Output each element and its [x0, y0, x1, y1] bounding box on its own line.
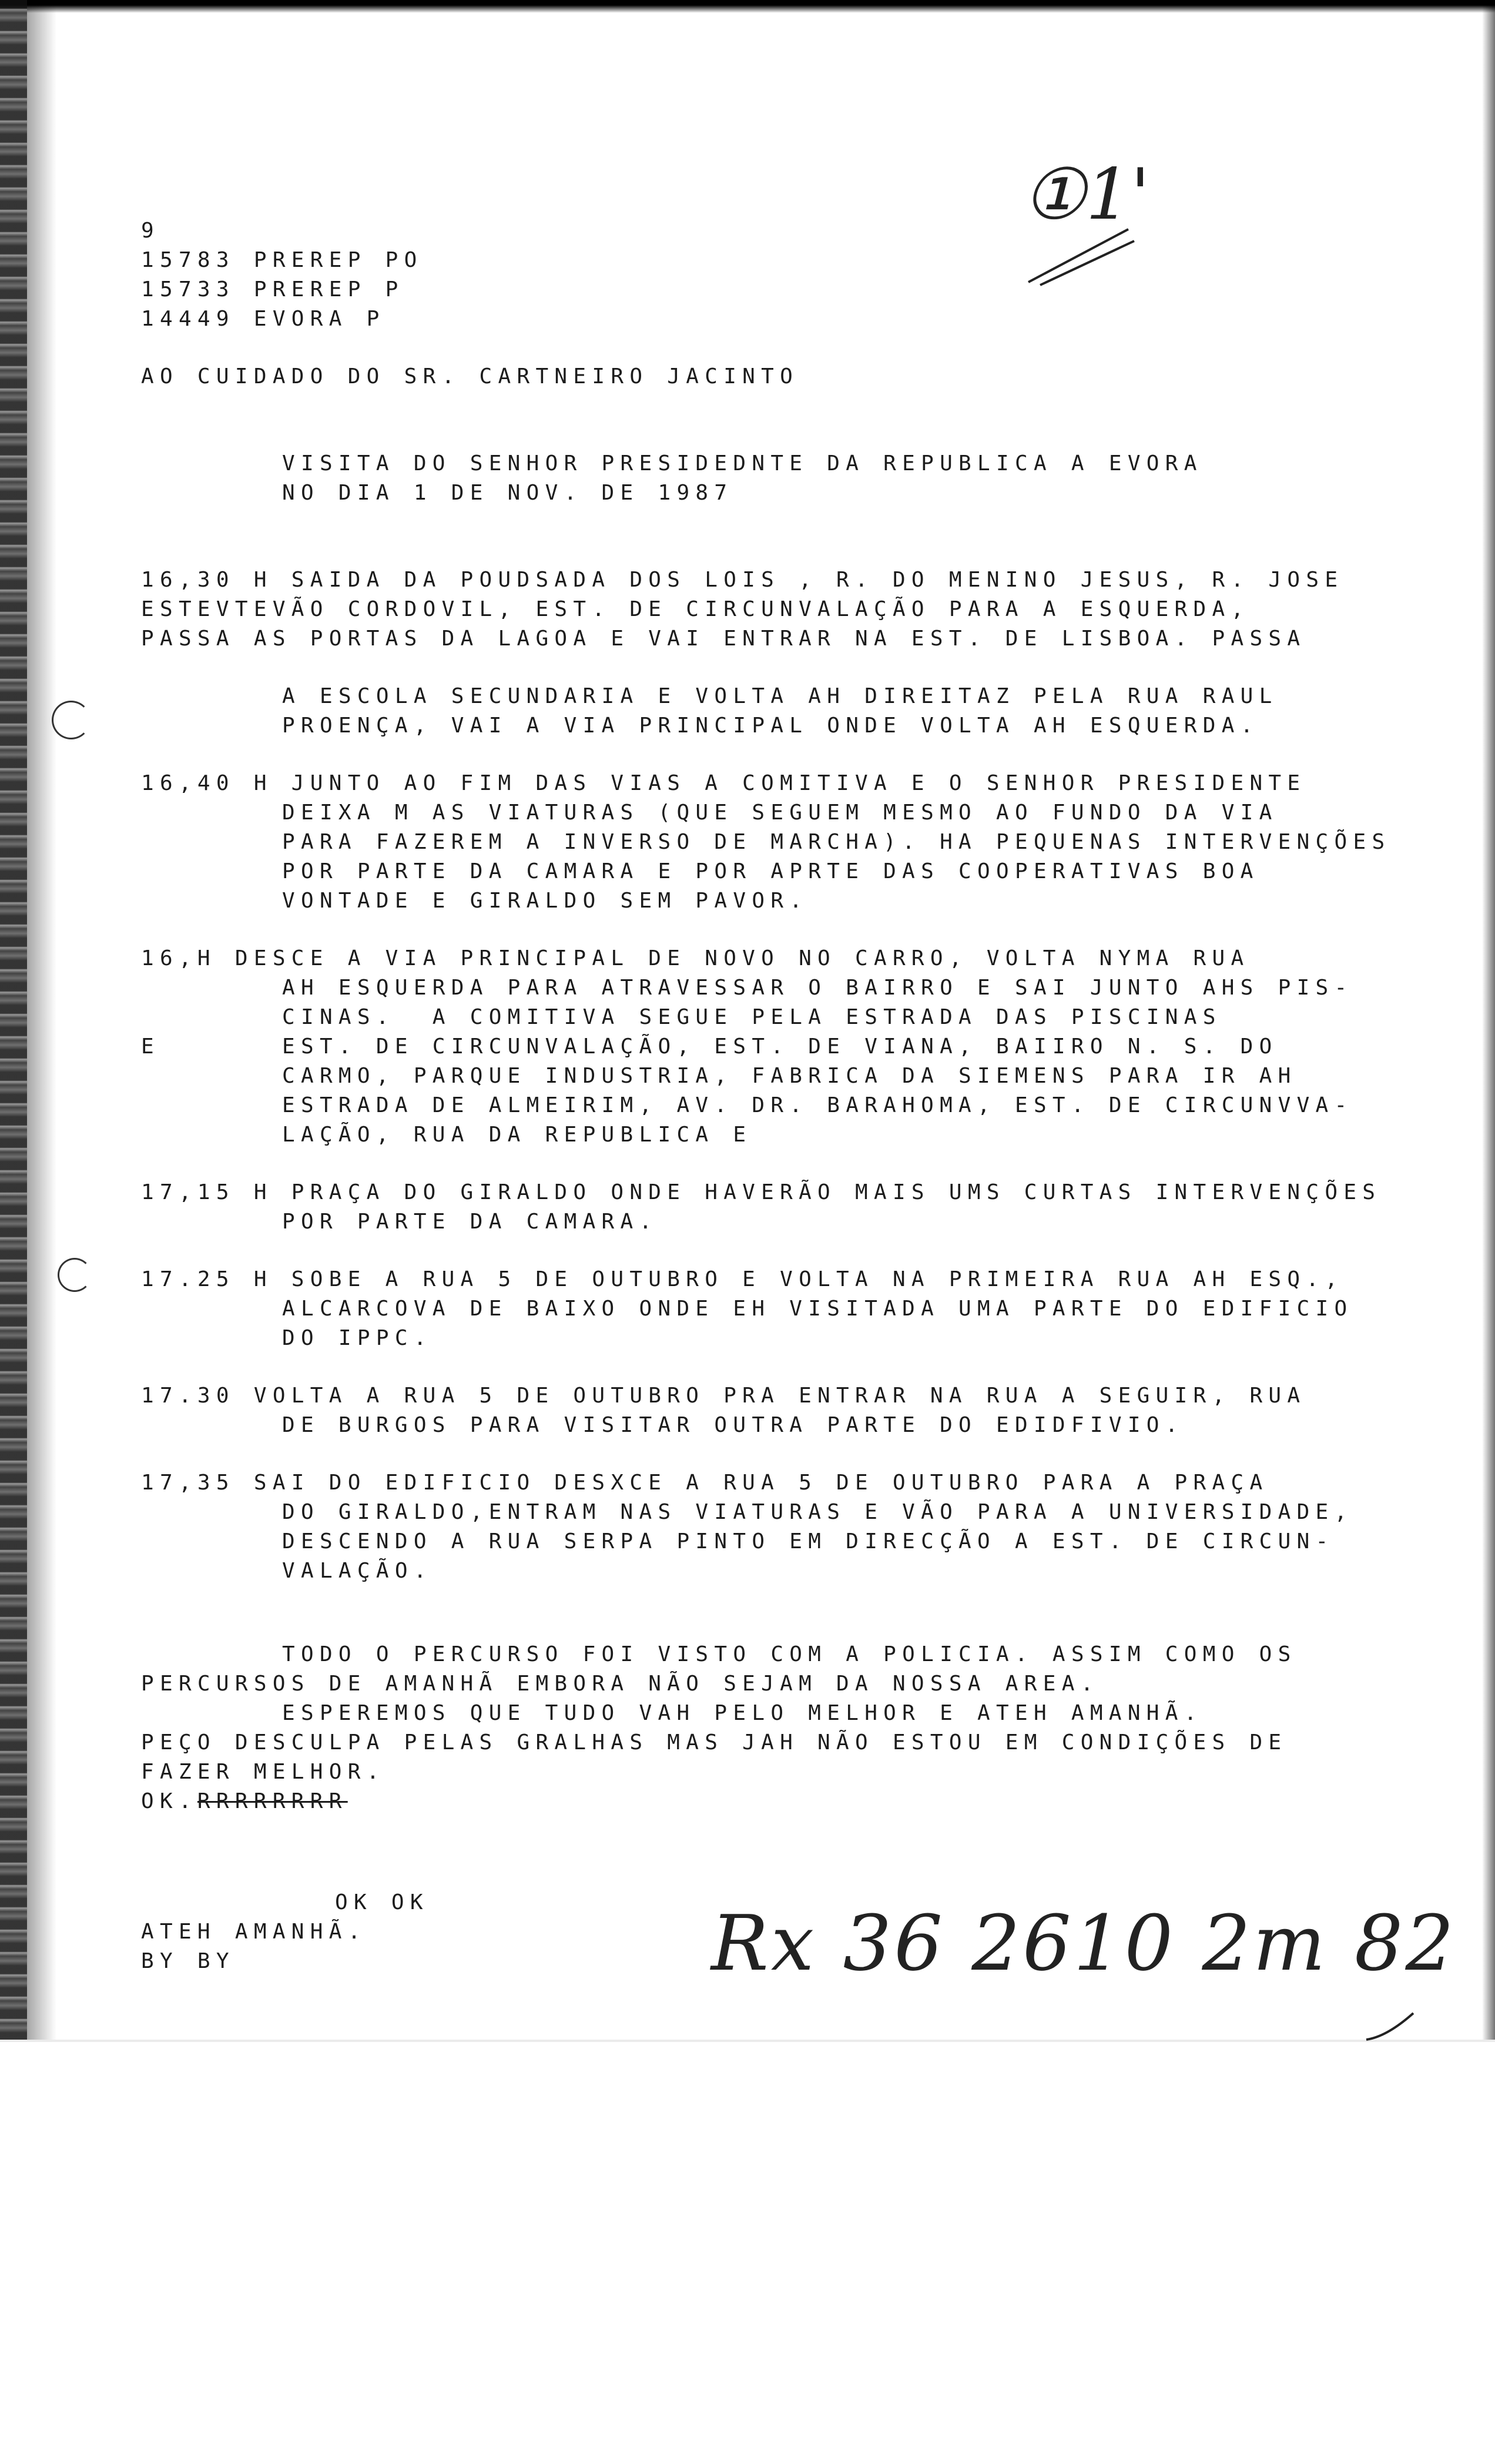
- entry-line: LAÇÃO, RUA DA REPUBLICA E: [282, 1123, 752, 1147]
- entry-line: DESCENDO A RUA SERPA PINTO EM DIRECÇÃO A EST. DE CIRCUN-: [282, 1529, 1335, 1554]
- header-line: 15733 PREREP P: [141, 277, 404, 302]
- entry-line: PROENÇA, VAI A VIA PRINCIPAL ONDE VOLTA AH ESQUERDA.: [282, 714, 1259, 738]
- signoff-by: BY BY: [141, 1949, 235, 1973]
- entry-line: CINAS. A COMITIVA SEGUE PELA ESTRADA DAS PISCINAS: [282, 1005, 1222, 1029]
- entry-line: POR PARTE DA CAMARA.: [282, 1210, 658, 1234]
- handwritten-strokes-top: [1023, 223, 1140, 288]
- entry-line: A ESCOLA SECUNDARIA E VOLTA AH DIREITAZ PELA RUA RAUL: [282, 684, 1278, 708]
- entry-line: VALAÇÃO.: [282, 1559, 433, 1583]
- entry-line: VONTADE E GIRALDO SEM PAVOR.: [282, 889, 809, 913]
- margin-mark: E: [141, 1035, 160, 1059]
- entry-line: 17,15 H PRAÇA DO GIRALDO ONDE HAVERÃO MAIS UMS CURTAS INTERVENÇÕES: [141, 1180, 1382, 1204]
- ok-line: [141, 1787, 348, 1816]
- entry-line: 17.25 H SOBE A RUA 5 DE OUTUBRO E VOLTA NA PRIMEIRA RUA AH ESQ.,: [141, 1267, 1344, 1291]
- entry-line: AH ESQUERDA PARA ATRAVESSAR O BAIRRO E SAI JUNTO AHS PIS-: [282, 976, 1353, 1000]
- closing-line: ESPEREMOS QUE TUDO VAH PELO MELHOR E ATEH AMANHÃ.: [282, 1701, 1203, 1725]
- entry-line: EST. DE CIRCUNVALAÇÃO, EST. DE VIANA, BAIIRO N. S. DO: [282, 1035, 1278, 1059]
- subject-line: NO DIA 1 DE NOV. DE 1987: [282, 481, 733, 505]
- signoff-ateh: ATEH AMANHÃ.: [141, 1920, 367, 1944]
- scan-edge-left-shadow: [27, 0, 56, 2040]
- entry-line: 17.30 VOLTA A RUA 5 DE OUTUBRO PRA ENTRAR NA RUA A SEGUIR, RUA: [141, 1384, 1306, 1408]
- scan-edge-top: [0, 0, 1495, 13]
- scan-bottom-edge: [0, 2040, 1495, 2042]
- entry-line: DEIXA M AS VIATURAS (QUE SEGUEM MESMO AO FUNDO DA VIA: [282, 801, 1278, 825]
- header-marker: 9: [141, 219, 160, 243]
- attention-line: AO CUIDADO DO SR. CARTNEIRO JACINTO: [141, 364, 799, 389]
- handwritten-reference-top: ①1': [1023, 154, 1150, 236]
- entry-line: PASSA AS PORTAS DA LAGOA E VAI ENTRAR NA EST. DE LISBOA. PASSA: [141, 627, 1306, 651]
- entry-line: 16,H DESCE A VIA PRINCIPAL DE NOVO NO CARRO, VOLTA NYMA RUA: [141, 946, 1250, 970]
- handwritten-tick-bottom: [1363, 2010, 1416, 2045]
- entry-line: DO IPPC.: [282, 1326, 433, 1350]
- entry-line: DO GIRALDO,ENTRAM NAS VIATURAS E VÃO PARA A UNIVERSIDADE,: [282, 1500, 1353, 1524]
- scan-edge-left: [0, 0, 27, 2040]
- entry-line: DE BURGOS PARA VISITAR OUTRA PARTE DO EDIDFIVIO.: [282, 1413, 1184, 1437]
- handwritten-reference-bottom: Rx 36 2610 2m 82: [711, 1899, 1457, 1988]
- entry-line: ESTEVTEVÃO CORDOVIL, EST. DE CIRCUNVALAÇÃO PARA A ESQUERDA,: [141, 597, 1250, 621]
- entry-line: PARA FAZEREM A INVERSO DE MARCHA). HA PEQUENAS INTERVENÇÕES: [282, 830, 1391, 854]
- closing-line: PERCURSOS DE AMANHÃ EMBORA NÃO SEJAM DA NOSSA AREA.: [141, 1672, 1100, 1696]
- punch-hole-mark: [52, 701, 90, 739]
- scan-edge-right: [1482, 0, 1495, 2040]
- closing-line: TODO O PERCURSO FOI VISTO COM A POLICIA. ASSIM COMO OS: [282, 1642, 1297, 1666]
- closing-line: FAZER MELHOR.: [141, 1760, 386, 1784]
- entry-line: CARMO, PARQUE INDUSTRIA, FABRICA DA SIEMENS PARA IR AH: [282, 1064, 1297, 1088]
- signoff-ok: OK OK: [335, 1890, 429, 1914]
- header-line: 14449 EVORA P: [141, 307, 386, 331]
- entry-line: ESTRADA DE ALMEIRIM, AV. DR. BARAHOMA, EST. DE CIRCUNVVA-: [282, 1093, 1353, 1117]
- ok-prefix: OK.: [141, 1789, 197, 1813]
- entry-line: 16,30 H SAIDA DA POUDSADA DOS LOIS , R. DO MENINO JESUS, R. JOSE: [141, 568, 1344, 592]
- subject-line: VISITA DO SENHOR PRESIDEDNTE DA REPUBLICA A EVORA: [282, 451, 1203, 476]
- punch-hole-mark: [58, 1258, 92, 1292]
- entry-line: POR PARTE DA CAMARA E POR APRTE DAS COOPERATIVAS BOA: [282, 859, 1259, 883]
- closing-line: PEÇO DESCULPA PELAS GRALHAS MAS JAH NÃO ESTOU EM CONDIÇÕES DE: [141, 1730, 1288, 1755]
- header-line: 15783 PREREP PO: [141, 248, 423, 272]
- entry-line: 17,35 SAI DO EDIFICIO DESXCE A RUA 5 DE OUTUBRO PARA A PRAÇA: [141, 1471, 1269, 1495]
- entry-line: 16,40 H JUNTO AO FIM DAS VIAS A COMITIVA E O SENHOR PRESIDENTE: [141, 771, 1306, 795]
- ok-struck-text: RRRRRRRR: [197, 1789, 348, 1813]
- entry-line: ALCARCOVA DE BAIXO ONDE EH VISITADA UMA PARTE DO EDIFICIO: [282, 1297, 1353, 1321]
